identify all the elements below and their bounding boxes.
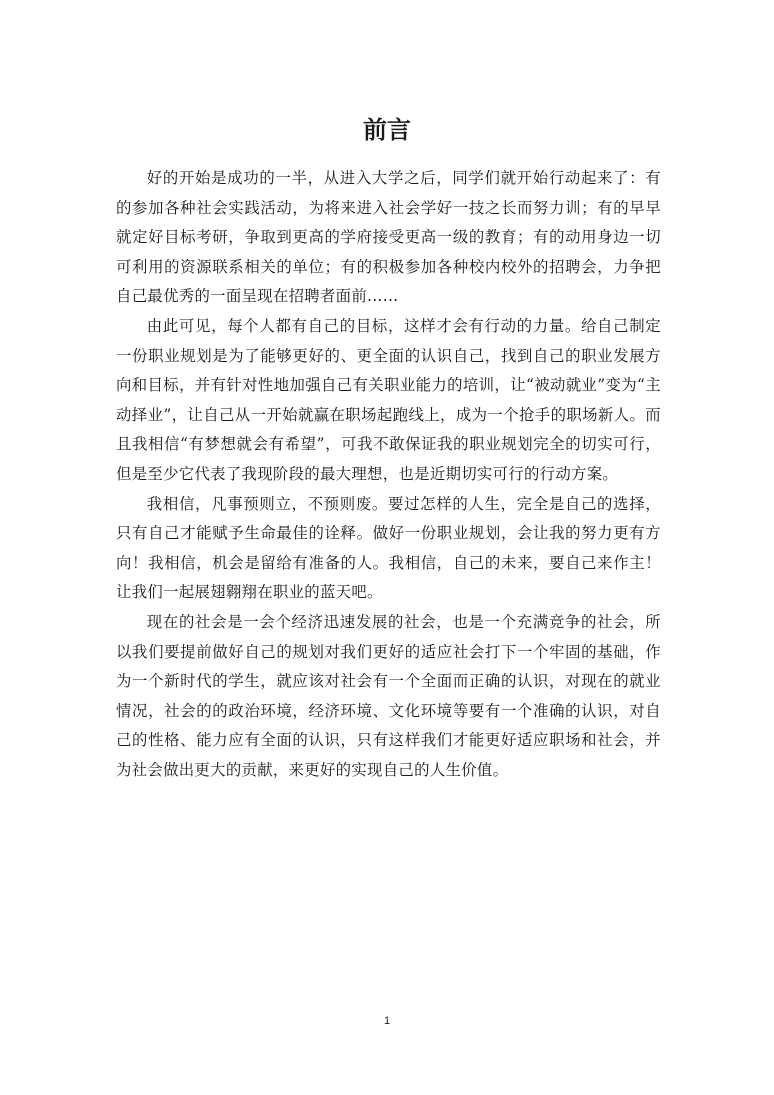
paragraph-1: 好的开始是成功的一半，从进入大学之后，同学们就开始行动起来了：有的参加各种社会实践活动，为将来进入社会学好一技之长而努力训；有的早早就定好目标考研，争取到更高的学府接受更高一级的教育；有的动用身边一切可利用的资源联系相关的单位；有的积极参加各种校内校外的招聘会，力争把自己最优秀的一面呈现在招聘者面前…… <box>116 169 661 306</box>
paragraph-2: 由此可见，每个人都有自己的目标，这样才会有行动的力量。给自己制定一份职业规划是为了能够更好的、更全面的认识自己，找到自己的职业发展方向和目标，并有针对性地加强自己有关职业能力的培训，让“被动就业”变为“主动择业”，让自己从一开始就赢在职场起跑线上，成为一个抢手的职场新人。而且我相信“有梦想就会有希望”，可我不敢保证我的职业规划完全的切实可行，但是至少它代表了我现阶段的最大理想，也是近期切实可行的行动方案。 <box>116 316 661 483</box>
page-title: 前言 <box>363 116 411 144</box>
paragraph-4: 现在的社会是一会个经济迅速发展的社会，也是一个充满竞争的社会，所以我们要提前做好自己的规划对我们更好的适应社会打下一个牢固的基础，作为一个新时代的学生，就应该对社会有一个全面而正确的认识，对现在的就业情况，社会的的政治环境，经济环境、文化环境等要有一个准确的认识，对自己的性格、能力应有全面的认识，只有这样我们才能更好适应职场和社会，并为社会做出更大的贡献，来更好的实现自己的人生价值。 <box>116 612 661 779</box>
body-text <box>116 164 661 785</box>
paragraph-3: 我相信，凡事预则立，不预则废。要过怎样的人生，完全是自己的选择，只有自己才能赋予生命最佳的诠释。做好一份职业规划，会让我的努力更有方向！我相信，机会是留给有准备的人。我相信，自己的未来，要自己来作主！让我们一起展翅翱翔在职业的蓝天吧。 <box>116 494 661 602</box>
page-number: 1 <box>383 1015 391 1027</box>
